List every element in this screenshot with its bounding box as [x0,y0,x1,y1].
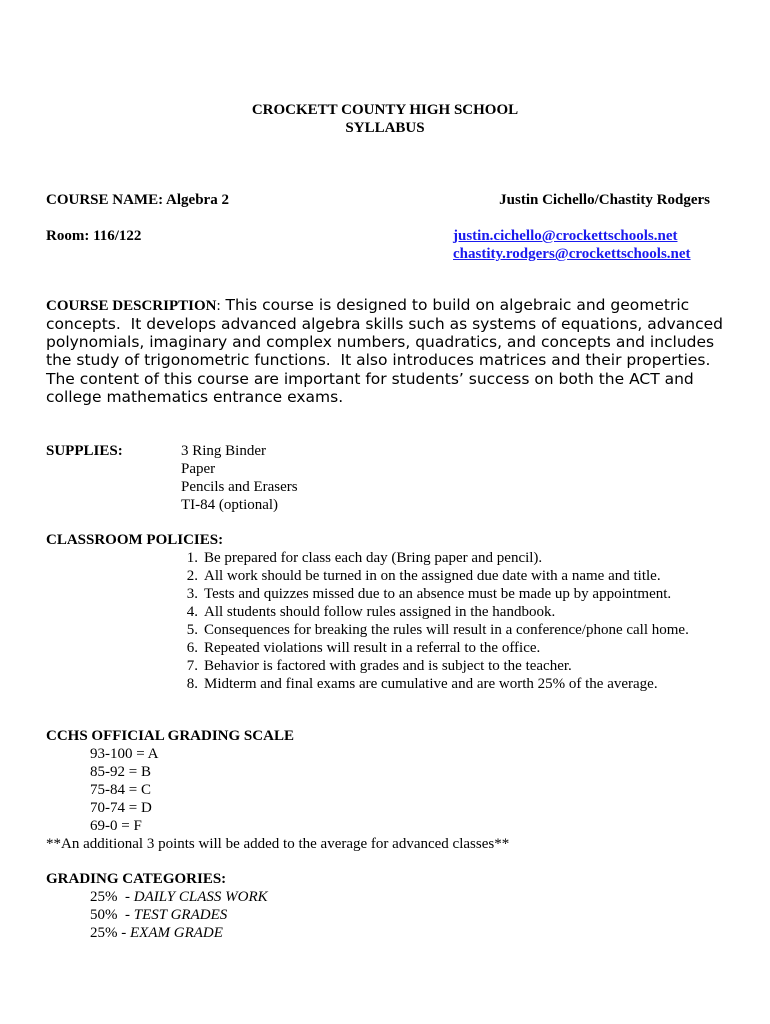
description-line-4: the study of trigonometric functions. It also introduces matrices and their properties. [46,351,711,370]
grading-categories-list [90,888,268,942]
grading-categories-heading: GRADING CATEGORIES: [46,871,227,887]
policy-item: 8. Midterm and final exams are cumulative and are worth 25% of the average. [186,676,658,692]
supplies-heading: SUPPLIES: [46,443,123,459]
room-value: 116/122 [93,228,142,244]
document-type: SYLLABUS [345,120,425,136]
school-name: CROCKETT COUNTY HIGH SCHOOL [251,102,519,118]
course-description [46,296,746,406]
grade-range: 75-84 = C [90,782,151,798]
policy-item: 2. All work should be turned in on the assigned due date with a name and title. [186,568,661,584]
advanced-classes-note: **An additional 3 points will be added to the average for advanced classes** [46,836,510,852]
grading-category: 25% - DAILY CLASS WORK [90,889,268,905]
supply-item: 3 Ring Binder [181,443,266,459]
grading-category: 25% - EXAM GRADE [90,925,223,941]
room [46,227,141,245]
policy-item: 4. All students should follow rules assigned in the handbook. [186,604,556,620]
policies-heading: CLASSROOM POLICIES: [46,532,224,548]
supply-item: Paper [181,461,216,477]
description-label: COURSE DESCRIPTION [46,298,217,314]
grading-scale-heading: CCHS OFFICIAL GRADING SCALE [46,728,294,744]
course-name-value: Algebra 2 [166,192,229,208]
policies-list [176,549,689,693]
description-line-2: concepts. It develops advanced algebra skills such as systems of equations, advanced [46,315,724,333]
policy-item: 5. Consequences for breaking the rules will result in a conference/phone call home. [186,622,689,638]
grade-range: 69-0 = F [90,818,142,834]
course-name [46,191,229,209]
policy-item: 7. Behavior is factored with grades and is subject to the teacher. [186,658,572,674]
grade-range: 85-92 = B [90,764,151,780]
supply-item: TI-84 (optional) [181,497,279,513]
supplies-list [181,442,298,514]
description-line-1: COURSE DESCRIPTION: This course is designed to build on algebraic and geometric [46,296,690,314]
description-line-3: polynomials, imaginary and complex numbers, quadratics, and concepts and includes [46,333,715,352]
description-line-6: college mathematics entrance exams. [46,387,344,406]
grade-range: 70-74 = D [90,800,152,816]
email-block [453,227,691,263]
grading-scale-list [90,745,158,835]
grading-category: 50% - TEST GRADES [90,907,228,923]
description-line-5: The content of this course are important for students’ success on both the ACT and [46,369,694,388]
policy-item: 3. Tests and quizzes missed due to an absence must be made up by appointment. [186,586,672,602]
grade-range: 93-100 = A [90,746,159,762]
policy-item: 6. Repeated violations will result in a referral to the office. [186,640,541,656]
room-label: Room: [46,228,90,244]
email-link-cichello[interactable]: justin.cichello@crockettschools.net [453,228,678,244]
email-link-rodgers[interactable]: chastity.rodgers@crockettschools.net [453,246,691,262]
supply-item: Pencils and Erasers [181,479,298,495]
course-name-label: COURSE NAME: [46,192,164,208]
teacher-names: Justin Cichello/Chastity Rodgers [499,192,710,208]
policy-item: 1. Be prepared for class each day (Bring paper and pencil). [186,550,543,566]
